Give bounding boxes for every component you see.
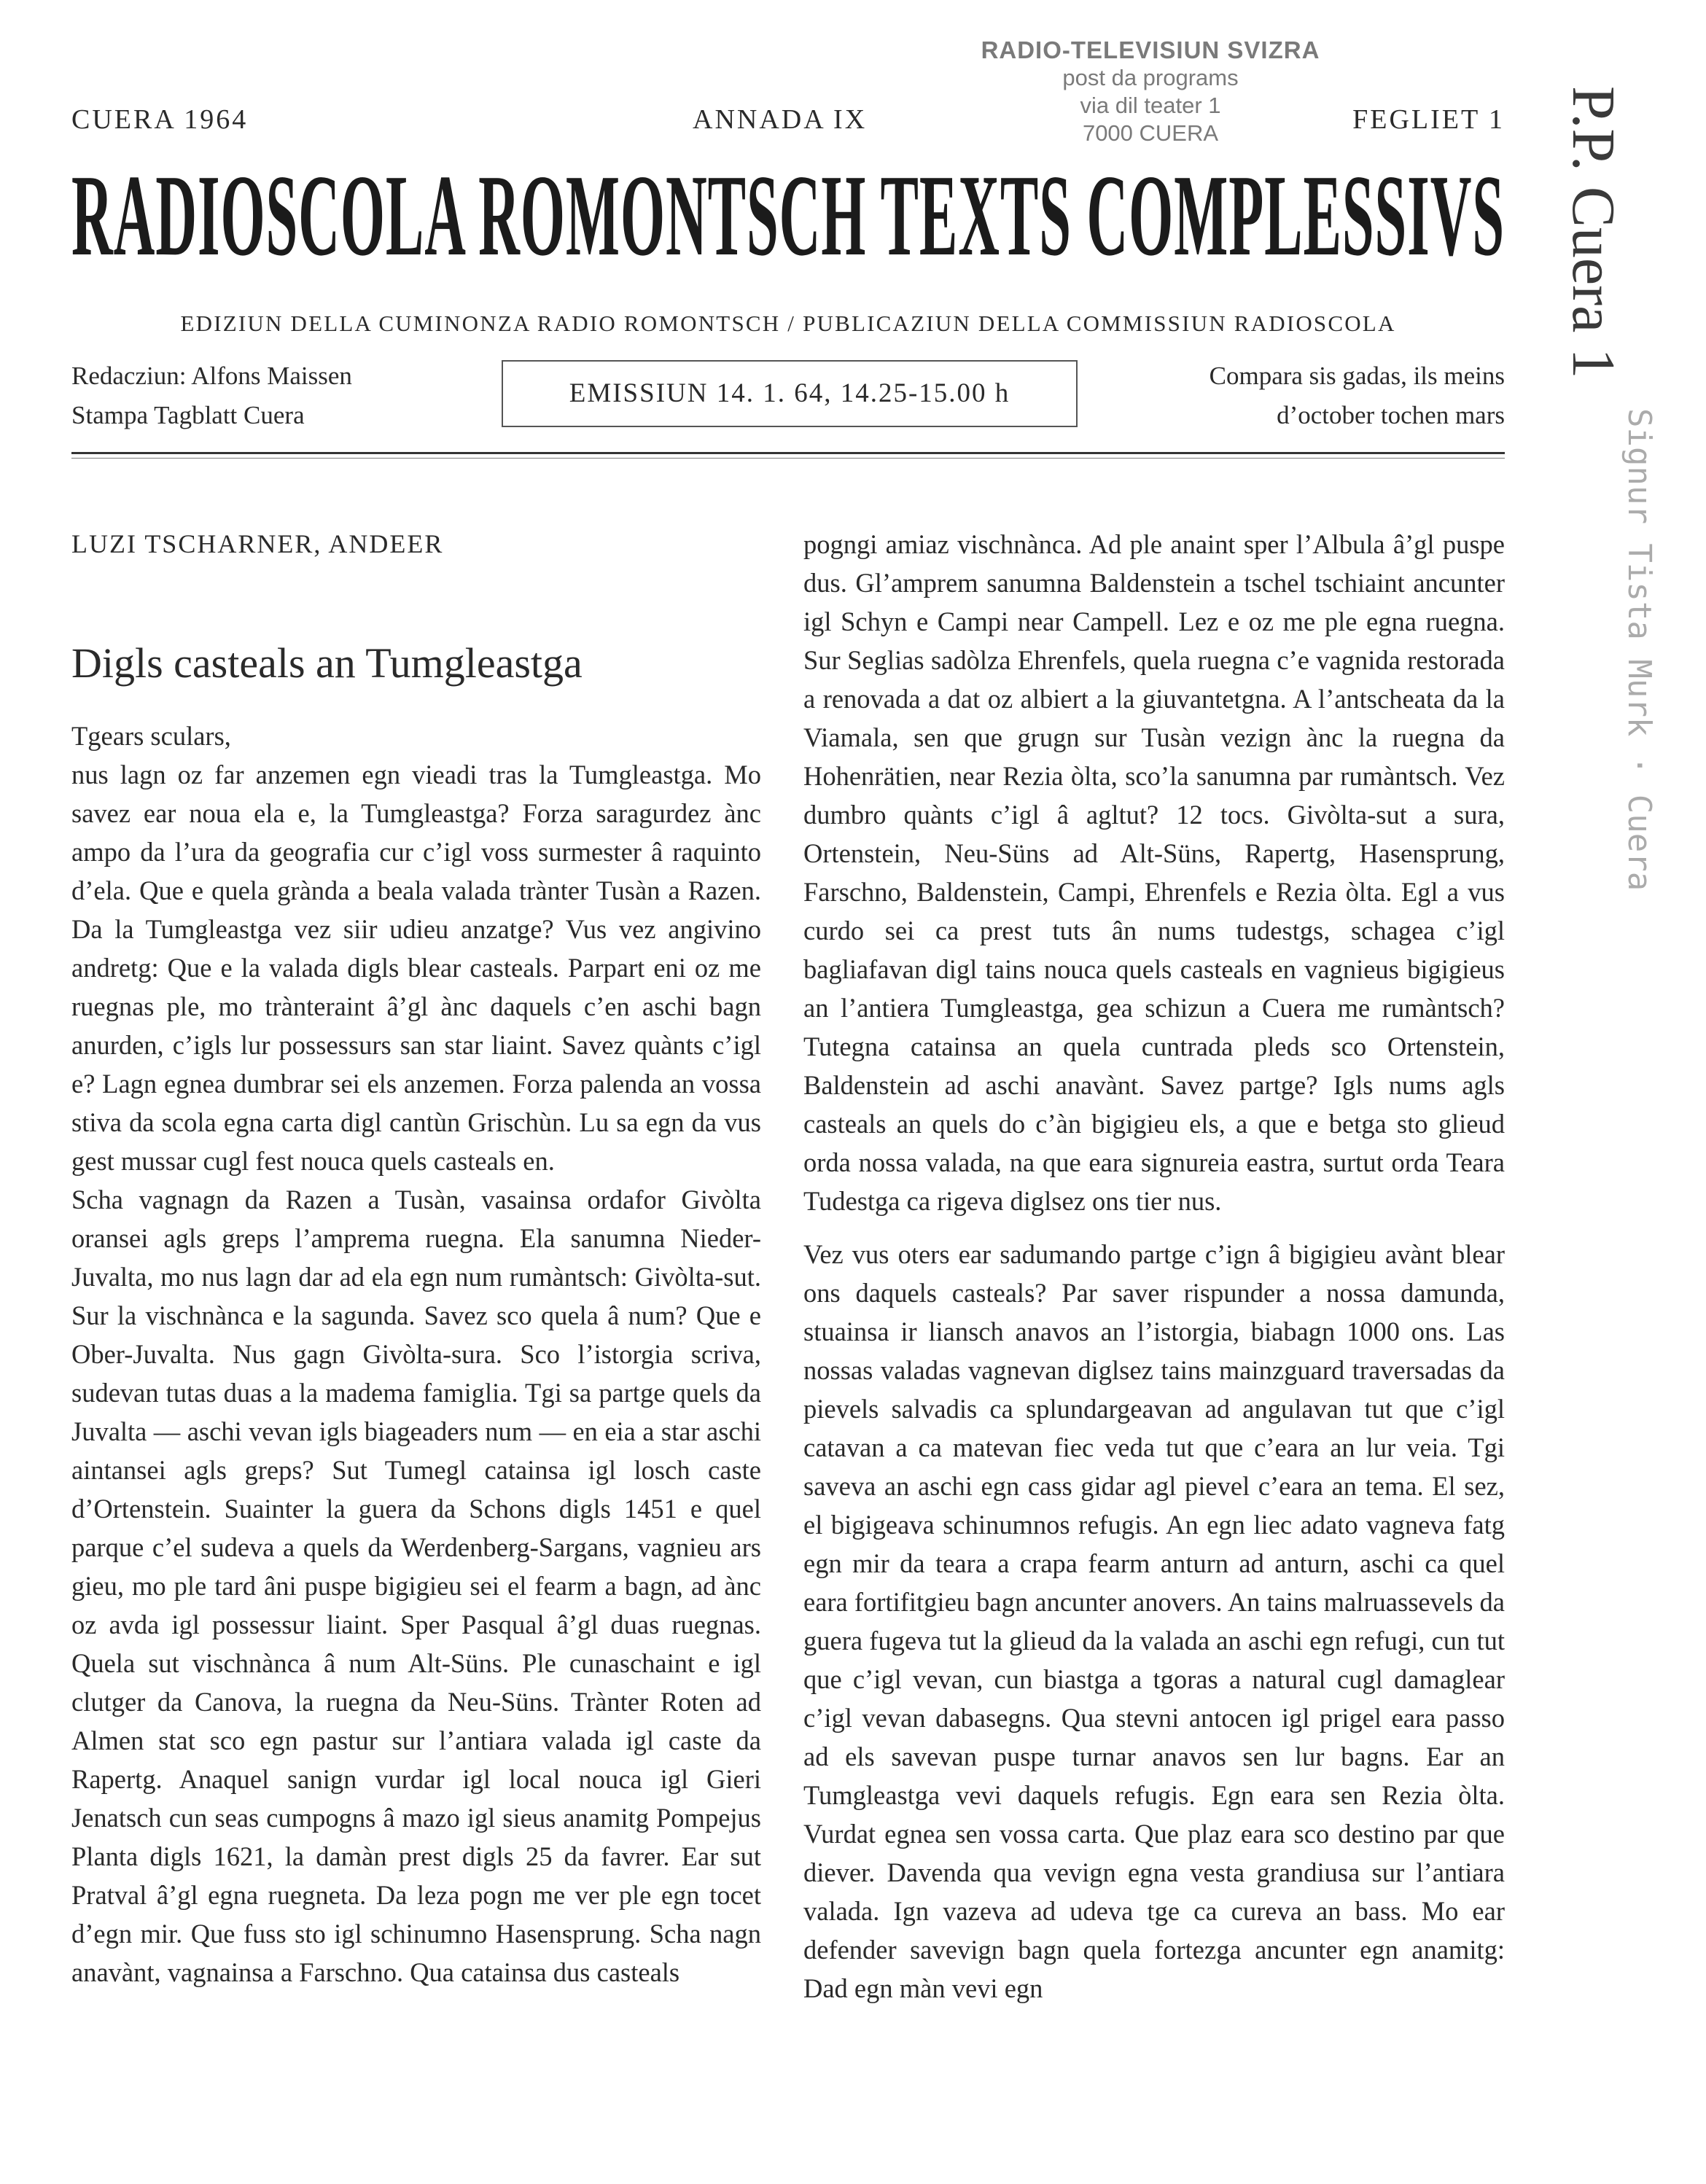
article-left-column (71, 525, 761, 1992)
side-address-stamp: Signur Tista Murk · Cuera (1621, 408, 1658, 892)
stamp-line-3: via dil teater 1 (1080, 93, 1221, 118)
header-top-line (71, 104, 1505, 140)
frequency-line-2: d’october tochen mars (1277, 401, 1505, 429)
article-salutation: Tgears sculars, (71, 721, 231, 751)
article-title: Digls casteals an Tumgleastga (71, 639, 583, 687)
emission-box: EMISSIUN 14. 1. 64, 14.25-15.00 h (502, 360, 1078, 427)
header-rule-thin (71, 458, 1505, 459)
stamp-line-4: 7000 CUERA (1082, 120, 1219, 146)
paragraph: Vez vus oters ear sadumando partge c’ign â bigigieu avànt blear ons daquels casteals? Par saver rispunder a nossa damunda, stuainsa ir liansch anavos an l’istorgia, biabagn 1000 ons. Las nossas valadas vagnevan diglsez tains mainzguard traversadas da pievels salvadis ca splundargeavan ad angulavan tut que c’igl catavan a ca matevan fiec veda tut que c’eara an lur veia. Tgi saveva an aschi egn cass gidar agl pievel c’eara an tema. El sez, el bigigeava schinumnos refugis. An egn liec adato vagneva fatg egn mir da teara a crapa fearm anturn ad anturn, aschi ca quel eara fortifitgieu bagn ancunter anovers. An tains malruassevels da guera fugeva tut la glieud da la valada an aschi egn refugi, cun tut que c’igl vevan, cun biastga a tgoras a natural cugl damaglear c’igl vevan dabasegns. Qua stevni antocen igl prigel eara passo ad els savevan puspe turnar anavos sen lur bagns. Ear an Tumgleastga vevi daquels refugis. Egn eara sen Rezia òlta. Vurdat egnea sen vossa carta. Que plaz eara sco destino par que diever. Davenda qua vevign egna vesta grandiusa sur l’antiara valada. Ign vazeva ad udeva tge ca cureva an bass. Mo ear defender savevign bagn quela fortezga ancunter egn anamitg: Dad egn màn vevi egn (803, 1239, 1505, 2003)
header-rule (71, 452, 1505, 454)
stamp-line-2: post da programs (1062, 65, 1239, 90)
stamp-line-1: RADIO-TELEVISIUN SVIZRA (981, 36, 1320, 63)
side-postage-stamp: P.P. Cuera 1 (1559, 86, 1627, 379)
masthead-title: RADIOSCOLA ROMONTSCH TEXTS COMPLESSIVS (71, 150, 1505, 280)
frequency-line-1: Compara sis gadas, ils meins (1209, 362, 1505, 390)
sheet-label: FEGLIET 1 (1352, 104, 1505, 135)
paragraph: Scha vagnagn da Razen a Tusàn, vasainsa ordafor Givòlta oransei agls greps l’amprema ruegna. Ela sanumna Nieder-Juvalta, mo nus lagn dar ad ela egn num rumàntsch: Givòlta-sut. Sur la vischnànca e la sagunda. Savez sco quela â num? Que e Ober-Juvalta. Nus gagn Givòlta-sura. Sco l’istorgia scriva, sudevan tutas duas a la madema famiglia. Tgi sa partge quels da Juvalta — aschi vevan igls biageaders num — en eia a star aschi aintansei agls greps? Sut Tumegl catainsa igl losch caste d’Ortenstein. Suainter la guera da Schons digls 1451 e quel parque c’el sudeva a quels da Werdenberg-Sargans, vagnieu ars gieu, mo ple tard âni puspe bigigieu sei el fearm a bagn, ad ànc oz avda igl possessur liaint. Sper Pasqual â’gl duas ruegnas. Quela sut vischnànca â num Alt-Süns. Ple cunaschaint e igl clutger da Canova, la ruegna da Neu-Süns. Trànter Roten ad Almen stat sco egn pastur sur l’antiara valada igl caste da Rapertg. Anaquel sanign vurdar igl local nouca igl Gieri Jenatsch cun seas cumpogns â mazo igl sieus anamitg Pompejus Planta digls 1621, la damàn prest digls 25 da favrer. Ear sut Pratval â’gl egna ruegneta. Da leza pogn me ver ple egn tocet d’egn mir. Que fuss sto igl schinumno Hasensprung. Scha nagn anavànt, vagnainsa a Farschno. Qua catainsa dus casteals (71, 1185, 761, 1987)
editor-line: Redacziun: Alfons Maissen (71, 362, 352, 390)
paragraph: pogngi amiaz vischnànca. Ad ple anaint sper l’Albula â’gl puspe dus. Gl’amprem sanumna Baldenstein a tschel tschiaint ancunter igl Schyn e Campi near Campell. Lez e oz me ple egna ruegna. Sur Seglias sadòlza Ehrenfels, quela ruegna c’e vagnida restorada a renovada a dat oz albiert a la giuvantetgna. A l’antscheata da la Viamala, sen que grugn sur Tusàn vezign ànc la ruegna da Hohenrätien, near Rezia òlta, sco’la sanumna par rumàntsch. Vez dumbro quànts c’igl â agltut? 12 tocs. Givòlta-sut a sura, Ortenstein, Neu-Süns ad Alt-Süns, Rapertg, Hasensprung, Farschno, Baldenstein, Campi, Ehrenfels e Rezia òlta. Egl a vus curdo sei ca prest tuts ân nums tudestgs, schagea c’igl bagliafavan digl tains nouca quels casteals en vagnieus bigigieus an l’antiera Tumgleastga, gea schizun a Cuera me rumàntsch? Tutegna catainsa an quela cuntrada pleds sco Ortenstein, Baldenstein ad aschi anavànt. Savez partge? Igls nums agls casteals an quels do c’àn bigigieu els, a que e betga sto glieud orda nossa valada, na que eara signureia eastra, surtut orda Teara Tudestga ca rigeva diglsez ons tier nus. (803, 529, 1505, 1216)
article-author: LUZI TSCHARNER, ANDEER (71, 529, 444, 558)
volume-label: ANNADA IX (693, 104, 868, 135)
printer-line: Stampa Tagblatt Cuera (71, 401, 305, 429)
edition-line: EDIZIUN DELLA CUMINONZA RADIO ROMONTSCH / PUBLICAZIUN DELLA COMMISSIUN RADIOSCOLA (180, 311, 1396, 336)
article-right-column (803, 525, 1505, 2008)
place-year: CUERA 1964 (71, 104, 249, 135)
paragraph: nus lagn oz far anzemen egn vieadi tras la Tumgleastga. Mo savez ear noua ela e, la Tumgleastga? Forza saragurdez ànc ampo da l’ura da geografia cur c’igl voss surmester â raquinto d’ela. Que e quela grànda a beala valada trànter Tusàn a Razen. Da la Tumgleastga vez siir udieu anzatge? Vus vez angivino andretg: Que e la valada digls blear casteals. Parpart eni oz me ruegnas ple, mo trànteraint â’gl ànc daquels c’en aschi bagn anurden, c’igls lur possessurs san star liaint. Savez quànts c’igl e? Lagn egnea dumbrar sei els anzemen. Forza palenda an vossa stiva da scola egna carta digl cantùn Grischùn. Lu sa egn da vus gest mussar cugl fest nouca quels casteals en. (71, 760, 761, 1176)
